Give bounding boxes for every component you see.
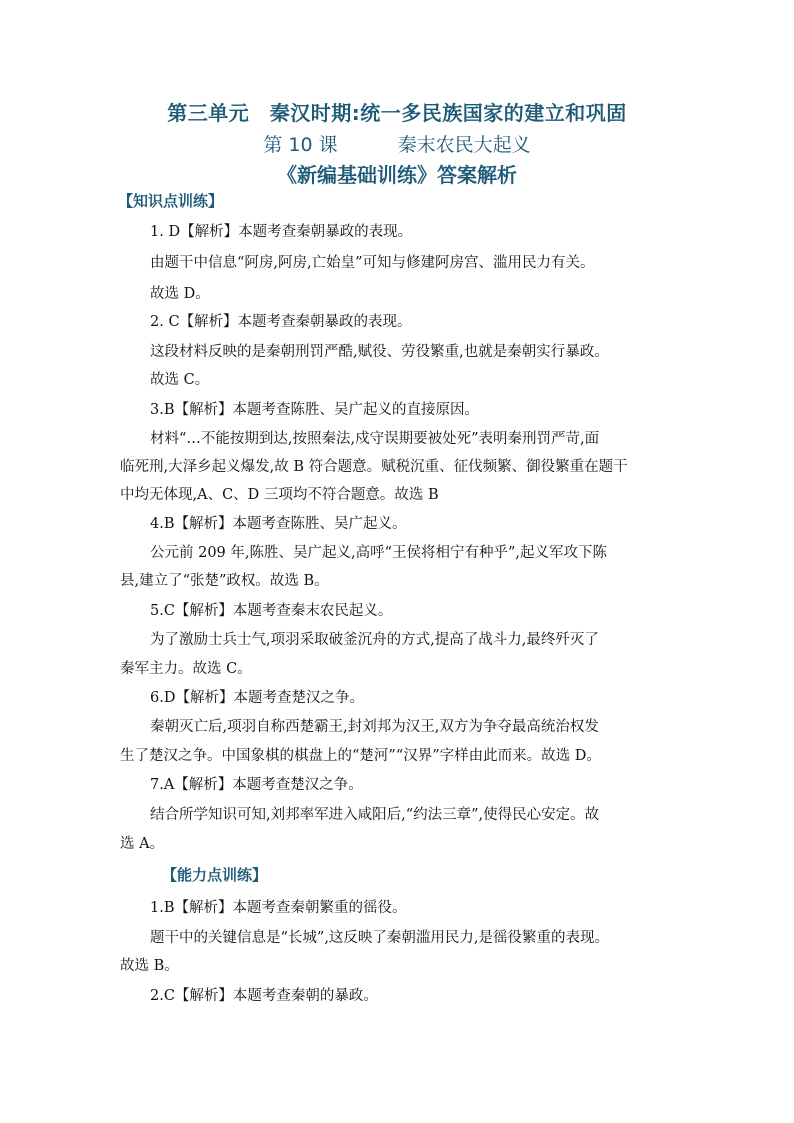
answer-body: 中均无体现,A、C、D 三项均不符合题意。故选 B (120, 487, 439, 503)
answer-question: 2.C【解析】本题考查秦朝的暴政。 (150, 988, 378, 1004)
answer-body: 故选 D。 (150, 286, 210, 302)
answer-body: 生了楚汉之争。中国象棋的棋盘上的“楚河”“汉界”字样由此而来。故选 D。 (120, 748, 601, 764)
answer-question: 4.B【解析】本题考查陈胜、吴广起义。 (150, 516, 407, 532)
lesson-name: 秦末农民大起义 (397, 134, 531, 156)
answer-body: 秦军主力。故选 C。 (120, 661, 252, 677)
answer-body: 这段材料反映的是秦朝刑罚严酷,赋役、劳役繁重,也就是秦朝实行暴政。 (150, 344, 609, 360)
answer-body: 选 A。 (120, 836, 165, 852)
answer-question: 1. D【解析】本题考查秦朝暴政的表现。 (150, 224, 413, 240)
section-heading-ability: 【能力点训练】 (162, 866, 268, 884)
section-heading-knowledge: 【知识点训练】 (118, 192, 224, 210)
answer-body: 题干中的关键信息是“长城”,这反映了秦朝滥用民力,是徭役繁重的表现。 (150, 930, 610, 946)
answer-body: 故选 C。 (150, 372, 210, 388)
answer-question: 6.D【解析】本题考查楚汉之争。 (150, 690, 364, 706)
lesson-title (0, 130, 794, 157)
document-title: 《新编基础训练》答案解析 (277, 163, 517, 187)
answer-body: 公元前 209 年,陈胜、吴广起义,高呼“王侯将相宁有种乎”,起义军攻下陈 (150, 545, 608, 561)
answer-body: 临死刑,大泽乡起义爆发,故 B 符合题意。赋税沉重、征伐频繁、御役繁重在题干 (120, 459, 628, 475)
answer-body: 结合所学知识可知,刘邦率军进入咸阳后,“约法三章”,使得民心安定。故 (150, 807, 600, 823)
answer-question: 5.C【解析】本题考查秦末农民起义。 (150, 603, 393, 619)
answer-question: 1.B【解析】本题考查秦朝繁重的徭役。 (150, 900, 407, 916)
unit-title: 第三单元 秦汉时期:统一多民族国家的建立和巩固 (167, 101, 627, 125)
answer-question: 2. C【解析】本题考查秦朝暴政的表现。 (150, 314, 412, 330)
answer-body: 为了激励士兵士气,项羽采取破釜沉舟的方式,提高了战斗力,最终歼灭了 (150, 632, 599, 648)
answer-body: 材料“…不能按期到达,按照秦法,戍守误期要被处死”表明秦刑罚严苛,面 (150, 431, 600, 447)
answer-body: 县,建立了“张楚”政权。故选 B。 (120, 573, 329, 589)
lesson-number: 第 10 课 (263, 134, 338, 156)
answer-body: 秦朝灭亡后,项羽自称西楚霸王,封刘邦为汉王,双方为争夺最高统治权发 (150, 719, 599, 735)
answer-body: 由题干中信息“阿房,阿房,亡始皇”可知与修建阿房宫、滥用民力有关。 (150, 255, 595, 271)
answer-question: 7.A【解析】本题考查楚汉之争。 (150, 777, 363, 793)
answer-body: 故选 B。 (120, 958, 179, 974)
answer-question: 3.B【解析】本题考查陈胜、吴广起义的直接原因。 (150, 402, 479, 418)
